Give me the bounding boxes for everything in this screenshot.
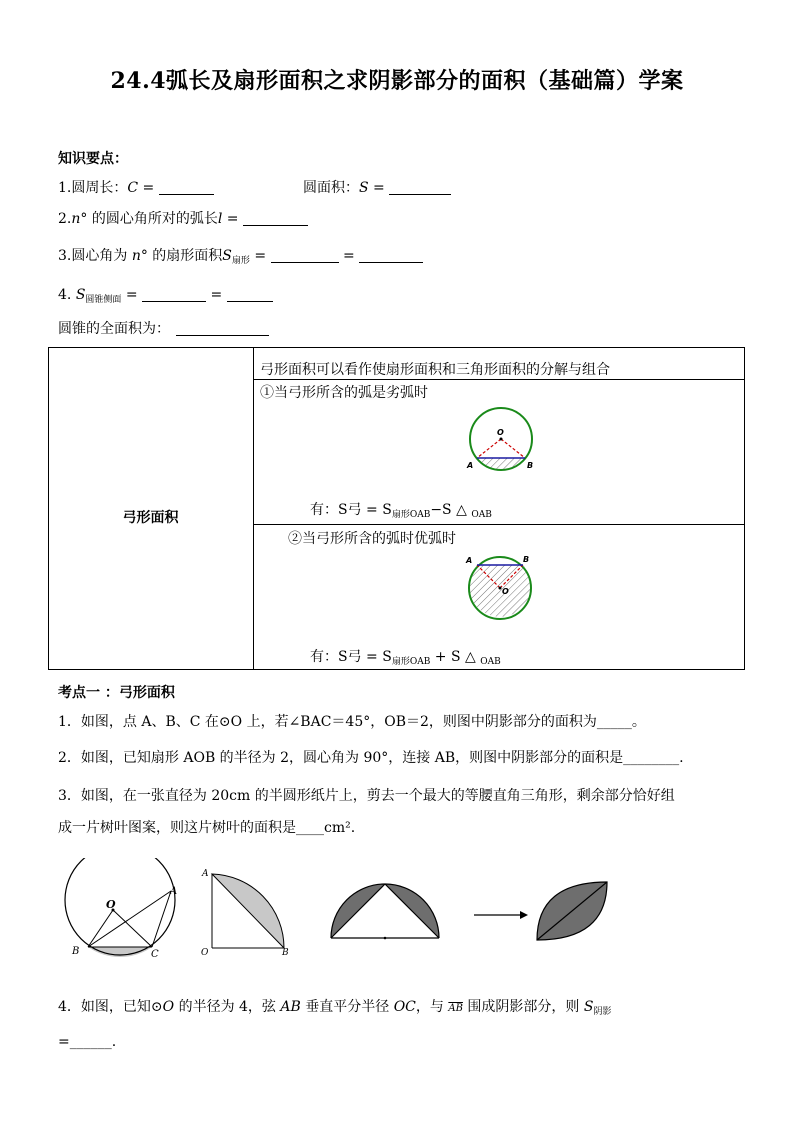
- fig-label-o: O: [502, 587, 509, 596]
- case1-title: ①当弓形所含的弧是劣弧时: [260, 385, 428, 401]
- eq: =: [206, 287, 227, 303]
- major-segment-figure: [460, 553, 542, 623]
- fig-label-o: O: [497, 428, 504, 437]
- formula-part: + S △: [430, 649, 481, 665]
- eq: =: [338, 248, 360, 264]
- question-4-line-1: [58, 996, 611, 1017]
- arc-length-label: 的圆心角所对的弧长: [87, 211, 218, 227]
- subscript: OAB: [471, 510, 492, 520]
- knowledge-line-4: [58, 287, 273, 305]
- circumference-label: 1.圆周长：: [58, 180, 128, 196]
- sector-blank-2[interactable]: [359, 248, 423, 263]
- cone-total-label: 圆锥的全面积为：: [58, 321, 170, 337]
- q4-part: 4．如图，已知⊙: [58, 999, 163, 1015]
- q4-part: 围成阴影部分，则: [462, 999, 584, 1015]
- question-3-line-1: 3．如图，在一张直径为 20cm 的半圆形纸片上，剪去一个最大的等腰直角三角形，剩余部分恰好组: [58, 788, 675, 804]
- question-1: 1．如图，点 A、B、C 在⊙O 上，若∠BAC＝45°，OB＝2，则图中阴影部分的面积为_____。: [58, 714, 646, 730]
- num: 4.: [58, 287, 76, 303]
- sector-area-label: 的扇形面积: [147, 248, 223, 264]
- var-n: n°: [131, 248, 148, 264]
- var-o: O: [162, 999, 175, 1015]
- question-3-line-2: 成一片树叶图案，则这片树叶的面积是____cm².: [58, 820, 356, 836]
- cone-blank-2[interactable]: [227, 287, 273, 302]
- page-title: 24.4弧长及扇形面积之求阴影部分的面积（基础篇）学案: [110, 68, 684, 94]
- subscript: 圆锥侧面: [85, 295, 122, 305]
- formula-part: 有：S弓 = S: [310, 649, 392, 665]
- fig-label-b: B: [523, 555, 530, 564]
- num: 2.: [58, 211, 72, 227]
- sector-label: 3.圆心角为: [58, 248, 132, 264]
- cone-total-blank[interactable]: [176, 321, 269, 336]
- var-s: S: [583, 999, 594, 1015]
- eq: =: [222, 211, 243, 227]
- arc-length-blank[interactable]: [243, 211, 308, 226]
- question-1-figure: [60, 858, 185, 962]
- var-s: S: [359, 180, 369, 196]
- section-heading: 考点一 ：弓形面积: [58, 685, 175, 701]
- subscript: 扇形OAB: [391, 510, 431, 520]
- eq: =: [368, 180, 390, 196]
- var-l: l: [217, 211, 223, 227]
- table-row-line-2: [253, 524, 745, 525]
- case2-title: ②当弓形所含的弧时优弧时: [288, 531, 456, 547]
- subscript: OAB: [480, 657, 501, 667]
- var-s: S: [75, 287, 86, 303]
- fig-label-b: B: [72, 946, 80, 957]
- question-4-line-2: =______.: [58, 1034, 117, 1050]
- area-label: 圆面积：: [303, 180, 359, 196]
- var-ab: AB: [280, 999, 301, 1015]
- fig-label-a: A: [467, 461, 474, 470]
- circumference-blank[interactable]: [159, 180, 214, 195]
- question-2-figure: [198, 862, 293, 962]
- fig-label-b: B: [282, 948, 289, 958]
- eq: =: [121, 287, 143, 303]
- knowledge-line-3: [58, 245, 423, 266]
- formula-part: 有：S弓 = S: [310, 502, 392, 518]
- subscript: 阴影: [593, 1007, 612, 1017]
- knowledge-line-5: [58, 318, 269, 338]
- var-oc: OC: [393, 999, 416, 1015]
- minor-segment-figure: [462, 404, 540, 476]
- knowledge-line-1: [58, 177, 214, 197]
- fig-label-a: A: [466, 556, 473, 565]
- formula-part: −S △: [430, 502, 472, 518]
- table-left-label: 弓形面积: [122, 510, 179, 526]
- fig-label-a: A: [202, 869, 209, 879]
- case1-formula: [310, 499, 492, 520]
- case2-formula: [310, 646, 501, 667]
- knowledge-line-2: [58, 208, 308, 228]
- sector-blank-1[interactable]: [271, 248, 339, 263]
- var-s: S: [222, 248, 232, 264]
- table-divider: [253, 347, 254, 670]
- eq: =: [249, 248, 271, 264]
- subscript: 扇形OAB: [391, 657, 431, 667]
- q4-part: 垂直平分半径: [300, 999, 394, 1015]
- fig-label-a: A: [170, 886, 178, 897]
- fig-label-o: O: [106, 898, 116, 911]
- arc-ab: $\overline{AB}$: [448, 1003, 463, 1014]
- fig-label-b: B: [527, 461, 534, 470]
- table-row-line-1: [253, 379, 745, 380]
- question-3-semicircle-figure: [328, 880, 444, 944]
- subscript: 扇形: [231, 256, 250, 266]
- knowledge-heading: 知识要点：: [58, 151, 128, 167]
- fig-label-o: O: [201, 948, 209, 958]
- area-blank[interactable]: [389, 180, 451, 195]
- table-intro: 弓形面积可以看作使扇形面积和三角形面积的分解与组合: [260, 362, 610, 378]
- var-n: n°: [71, 211, 88, 227]
- leaf-figure: [532, 876, 612, 946]
- var-c: C: [127, 180, 139, 196]
- arrow-right-icon: [472, 909, 530, 921]
- q4-part: ，与: [415, 999, 449, 1015]
- q4-part: 的半径为 4，弦: [174, 999, 281, 1015]
- cone-blank-1[interactable]: [142, 287, 206, 302]
- knowledge-line-1b: [303, 177, 451, 197]
- fig-label-c: C: [151, 949, 159, 960]
- eq: =: [138, 180, 159, 196]
- question-2: 2．如图，已知扇形 AOB 的半径为 2，圆心角为 90°，连接 AB，则图中阴影部分的面积是________.: [58, 750, 684, 766]
